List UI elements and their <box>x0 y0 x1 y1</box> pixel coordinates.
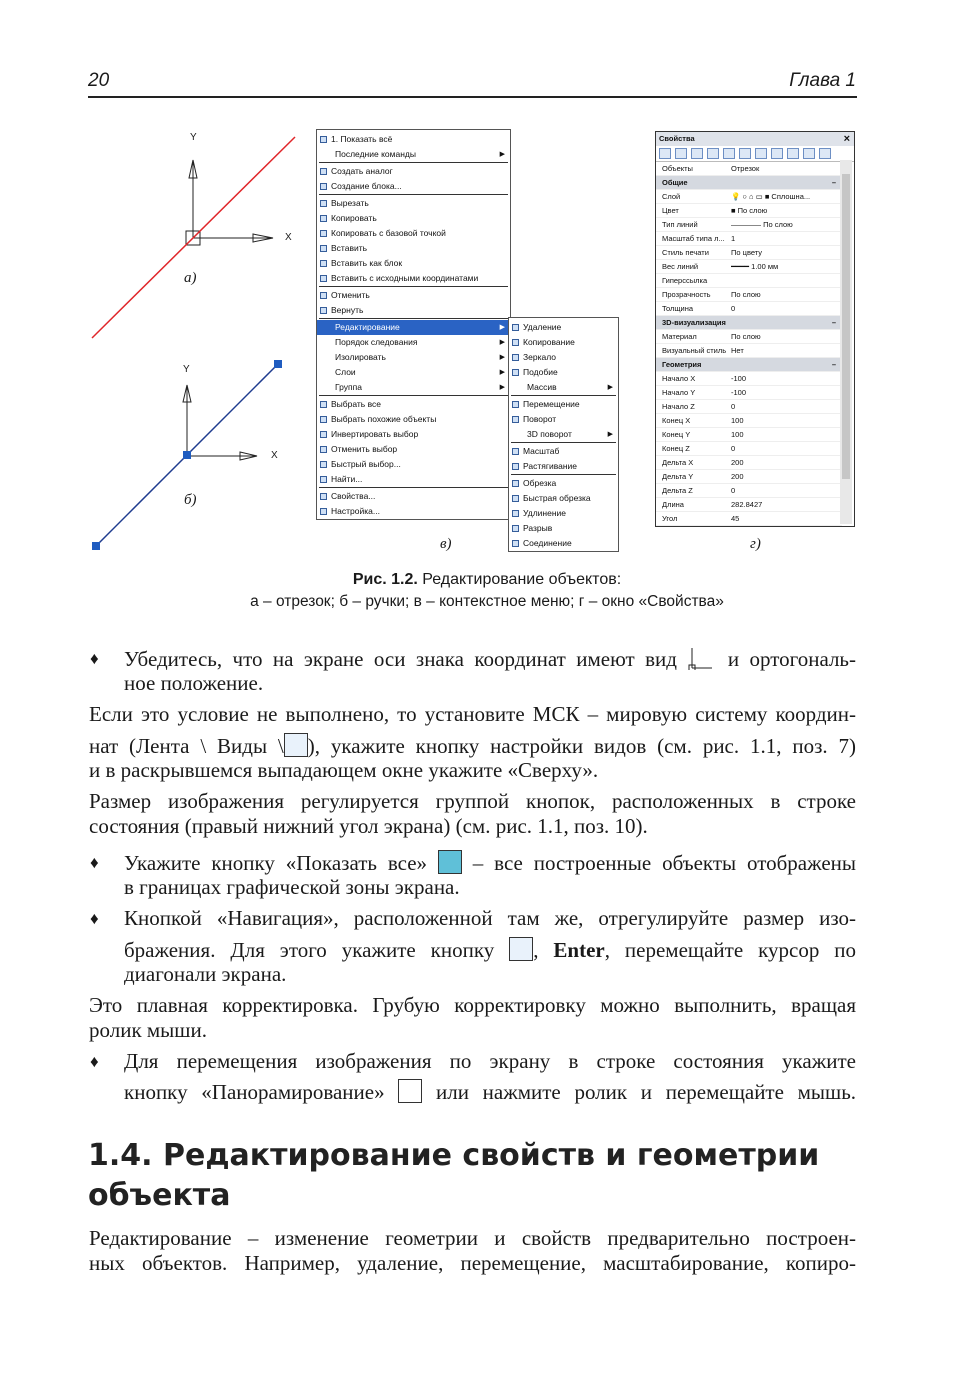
text-line: Убедитесь, что на экране оси знака координат имеют вид и ортогональ- <box>124 647 856 671</box>
menu-item[interactable] <box>317 241 510 256</box>
property-row[interactable] <box>656 414 842 428</box>
move-icon <box>512 401 519 408</box>
menu-item-label: Обрезка <box>523 478 557 488</box>
section-heading: объекта <box>88 1178 231 1213</box>
menu-item-label: Перемещение <box>523 399 580 409</box>
menu-item-label: Настройка... <box>331 506 380 516</box>
ucs-axes-icon <box>687 646 717 670</box>
property-row[interactable] <box>656 162 842 176</box>
property-name: Объекты <box>662 164 693 173</box>
menu-item-label: Создание блока... <box>331 181 402 191</box>
mirror-icon <box>512 354 519 361</box>
property-value[interactable]: 282.8427 <box>731 500 763 509</box>
text-line: и в раскрывшемся выпадающем окне укажите «Сверху». <box>89 758 599 782</box>
property-name: Угол <box>662 514 678 523</box>
submenu-arrow-icon: ▶ <box>499 324 505 331</box>
menu-item-label: Вставить с исходными координатами <box>331 273 479 283</box>
property-row[interactable] <box>656 498 842 512</box>
apply-icon[interactable] <box>771 148 783 159</box>
properties-list <box>656 162 854 526</box>
view-settings-icon <box>284 733 308 757</box>
menu-item[interactable] <box>317 442 510 457</box>
figure-label-g: г) <box>750 536 761 552</box>
x-axis-label: X <box>285 232 292 243</box>
property-row[interactable] <box>656 372 842 386</box>
figure-label-a: а) <box>184 270 197 286</box>
property-name: Начало X <box>662 374 696 383</box>
submenu-arrow-icon: ▶ <box>499 384 505 391</box>
redo-icon <box>320 307 327 314</box>
scale-icon <box>512 448 519 455</box>
property-name: Геометрия <box>662 360 702 369</box>
trim-icon <box>512 480 519 487</box>
menu-item-label: Поворот <box>523 414 557 424</box>
context-menu <box>316 129 511 520</box>
menu-item-label: 1. Показать всё <box>331 134 393 144</box>
text-line: ное положение. <box>124 671 264 695</box>
menu-item-label: Вставить <box>331 243 368 253</box>
menu-item[interactable] <box>509 397 618 412</box>
menu-item[interactable] <box>509 380 618 395</box>
menu-item-label: Создать аналог <box>331 166 393 176</box>
menu-item[interactable] <box>317 211 510 226</box>
menu-item[interactable] <box>317 380 510 395</box>
menu-item[interactable] <box>317 132 510 147</box>
menu-item[interactable] <box>317 335 510 350</box>
property-section[interactable] <box>656 358 842 372</box>
select-window-icon[interactable] <box>707 148 719 159</box>
menu-item-label: Слои <box>335 367 356 377</box>
grip-end[interactable] <box>274 360 282 368</box>
property-name: Тип линий <box>662 220 698 229</box>
property-section[interactable] <box>656 176 842 190</box>
property-name: Материал <box>662 332 697 341</box>
property-value[interactable]: ━━━━ 1.00 мм <box>731 262 779 271</box>
filter-icon[interactable] <box>739 148 751 159</box>
property-row[interactable] <box>656 344 842 358</box>
property-value[interactable]: 200 <box>731 472 744 481</box>
text-line: состояния (правый нижний угол экрана) (см. рис. 1.1, поз. 10). <box>89 814 648 838</box>
property-value[interactable]: По слою <box>731 332 761 341</box>
toggle-pickadd-icon[interactable] <box>723 148 735 159</box>
property-row[interactable] <box>656 246 842 260</box>
property-row[interactable] <box>656 456 842 470</box>
menu-item-label: Порядок следования <box>335 337 418 347</box>
property-value[interactable]: Отрезок <box>731 164 760 173</box>
copy-base-icon <box>320 230 327 237</box>
text-line: Размер изображения регулируется группой кнопок, расположенных в строке <box>89 789 856 813</box>
select-similar-icon <box>320 416 327 423</box>
menu-item-label: Редактирование <box>335 322 400 332</box>
property-row[interactable] <box>656 442 842 456</box>
grip-start[interactable] <box>92 542 100 550</box>
menu-item[interactable] <box>509 506 618 521</box>
paste-block-icon <box>320 260 327 267</box>
property-value[interactable]: 0 <box>731 304 736 313</box>
property-name: Начало Y <box>662 388 696 397</box>
menu-item[interactable] <box>509 521 618 536</box>
properties-panel <box>655 131 855 527</box>
menu-item-label: Отменить выбор <box>331 444 398 454</box>
scrollbar-thumb[interactable] <box>842 174 850 479</box>
close-icon[interactable]: × <box>843 133 850 145</box>
property-value[interactable]: 1 <box>731 234 736 243</box>
menu-item[interactable] <box>317 365 510 380</box>
property-value[interactable]: 0 <box>731 402 736 411</box>
bullet-icon: ♦ <box>90 853 99 872</box>
property-name: Толщина <box>662 304 694 313</box>
property-row[interactable] <box>656 400 842 414</box>
property-row[interactable] <box>656 484 842 498</box>
undo-icon <box>320 292 327 299</box>
collapse-icon[interactable]: – <box>831 178 836 187</box>
menu-item[interactable] <box>317 288 510 303</box>
submenu-arrow-icon: ▶ <box>499 354 505 361</box>
menu-item[interactable] <box>509 536 618 551</box>
invert-selection-icon <box>320 431 327 438</box>
properties-toolbar <box>656 146 854 162</box>
menu-item[interactable] <box>509 365 618 380</box>
header-rule <box>88 96 857 98</box>
menu-item[interactable] <box>317 271 510 286</box>
join-icon <box>512 540 519 547</box>
property-name: Конец Y <box>662 430 691 439</box>
section-heading: 1.4. Редактирование свойств и геометрии <box>88 1138 820 1173</box>
menu-item-label: Копировать <box>331 213 377 223</box>
menu-item-label: Соединение <box>523 538 572 548</box>
menu-item[interactable] <box>317 303 510 318</box>
property-value[interactable]: 0 <box>731 486 736 495</box>
break-icon <box>512 525 519 532</box>
clone-icon <box>320 168 327 175</box>
property-row[interactable] <box>656 274 842 288</box>
text-line: бражения. Для этого укажите кнопку , Enter, перемещайте курсор по <box>124 938 856 962</box>
select-objects-icon[interactable] <box>787 148 799 159</box>
menu-item[interactable] <box>509 491 618 506</box>
chapter-title: Глава 1 <box>789 70 856 91</box>
menu-item[interactable] <box>317 412 510 427</box>
property-name: Конец Z <box>662 444 690 453</box>
help-icon[interactable] <box>819 148 831 159</box>
property-section[interactable] <box>656 316 842 330</box>
property-name: Масштаб типа л... <box>662 234 725 243</box>
property-name: Конец X <box>662 416 691 425</box>
copy-icon <box>320 215 327 222</box>
quick-select-icon[interactable] <box>691 148 703 159</box>
submenu-arrow-icon: ▶ <box>499 339 505 346</box>
editing-submenu <box>508 317 619 552</box>
block-icon <box>320 183 327 190</box>
menu-item[interactable] <box>509 427 618 442</box>
menu-item[interactable] <box>509 412 618 427</box>
text-line: в границах графической зоны экрана. <box>124 875 460 899</box>
text-line: Если это условие не выполнено, то установите МСК – мировую систему координ- <box>89 702 856 726</box>
text-line: ролик мыши. <box>89 1018 207 1042</box>
property-value[interactable]: По слою <box>731 290 761 299</box>
properties-scrollbar[interactable] <box>840 160 852 524</box>
property-name: Начало Z <box>662 402 695 411</box>
caption-number: Рис. 1.2. <box>352 571 418 588</box>
property-row[interactable] <box>656 260 842 274</box>
property-name: Цвет <box>662 206 679 215</box>
pan-hand-icon <box>398 1079 422 1103</box>
figure-caption <box>0 571 974 589</box>
property-row[interactable] <box>656 428 842 442</box>
property-row[interactable] <box>656 204 842 218</box>
menu-item-label: Выбрать похожие объекты <box>331 414 437 424</box>
property-name: Дельта Y <box>662 472 694 481</box>
menu-item[interactable] <box>317 457 510 472</box>
text-line: диагонали экрана. <box>124 962 287 986</box>
menu-item-label: Отменить <box>331 290 370 300</box>
properties-title: Свойства <box>659 134 695 143</box>
property-value[interactable]: -100 <box>731 374 747 383</box>
quick-select-icon <box>320 461 327 468</box>
collapse-icon[interactable]: – <box>831 360 836 369</box>
menu-item[interactable] <box>509 459 618 474</box>
menu-item-label: Подобие <box>523 367 558 377</box>
deselect-icon[interactable] <box>755 148 767 159</box>
erase-icon <box>512 324 519 331</box>
menu-item-label: Группа <box>335 382 362 392</box>
property-row[interactable] <box>656 512 842 526</box>
menu-item[interactable] <box>317 147 510 162</box>
select-all-icon <box>320 401 327 408</box>
navigation-zoom-icon <box>509 937 533 961</box>
text-line: ных объектов. Например, удаление, перемещение, масштабирование, копиро- <box>89 1251 856 1275</box>
submenu-arrow-icon: ▶ <box>607 384 613 391</box>
property-row[interactable] <box>656 218 842 232</box>
property-value[interactable]: По цвету <box>731 248 763 257</box>
property-value[interactable]: 100 <box>731 430 744 439</box>
property-name: Вес линий <box>662 262 699 271</box>
menu-item-label: Массив <box>527 382 557 392</box>
y-axis-label: Y <box>190 132 197 143</box>
paste-icon <box>320 245 327 252</box>
text-line: Укажите кнопку «Показать все» – все построенные объекты отображены <box>124 851 856 875</box>
property-value[interactable]: ———— По слою <box>731 220 793 229</box>
menu-item-label: Масштаб <box>523 446 560 456</box>
menu-item[interactable] <box>317 179 510 194</box>
property-value[interactable]: 45 <box>731 514 740 523</box>
menu-item-label: Растягивание <box>523 461 578 471</box>
menu-item-label: Найти... <box>331 474 363 484</box>
menu-item-label: Изолировать <box>335 352 386 362</box>
menu-item-label: Удлинение <box>523 508 566 518</box>
property-name: Слой <box>662 192 681 201</box>
property-name: Дельта X <box>662 458 694 467</box>
collapse-icon[interactable]: – <box>831 318 836 327</box>
property-name: Прозрачность <box>662 290 711 299</box>
property-name: Длина <box>662 500 684 509</box>
property-row[interactable] <box>656 302 842 316</box>
menu-item-label: Вставить как блок <box>331 258 403 268</box>
properties-title-bar <box>656 132 854 146</box>
menu-item[interactable] <box>317 427 510 442</box>
menu-item-label: 3D поворот <box>527 429 572 439</box>
text-line: Это плавная корректировка. Грубую корректировку можно выполнить, вращая <box>89 993 856 1017</box>
submenu-arrow-icon: ▶ <box>499 369 505 376</box>
figure-a <box>92 137 295 338</box>
property-row[interactable] <box>656 190 842 204</box>
property-value[interactable]: 💡 ○ ⌂ ▭ ■ Сплошна... <box>731 192 811 201</box>
property-name: Стиль печати <box>662 248 709 257</box>
submenu-arrow-icon: ▶ <box>607 431 613 438</box>
text-line: Для перемещения изображения по экрану в строке состояния укажите <box>124 1049 856 1073</box>
menu-item[interactable] <box>317 226 510 241</box>
menu-item[interactable] <box>317 504 510 519</box>
property-name: Визуальный стиль <box>662 346 727 355</box>
segment-figures <box>85 130 315 560</box>
text-line: Редактирование – изменение геометрии и свойств предварительно построен- <box>89 1226 856 1250</box>
caption-title: Редактирование объектов: <box>417 571 622 588</box>
menu-item[interactable] <box>317 164 510 179</box>
property-value[interactable]: 0 <box>731 444 736 453</box>
menu-item-label: Быстрая обрезка <box>523 493 591 503</box>
property-name: Гиперссылка <box>662 276 708 285</box>
property-value[interactable]: ■ По слою <box>731 206 768 215</box>
property-value[interactable]: -100 <box>731 388 747 397</box>
figure-caption-legend: а – отрезок; б – ручки; в – контекстное меню; г – окно «Свойства» <box>250 593 724 610</box>
menu-item[interactable] <box>509 335 618 350</box>
menu-item[interactable] <box>509 320 618 335</box>
menu-item-label: Инвертировать выбор <box>331 429 419 439</box>
bullet-icon: ♦ <box>90 909 99 928</box>
menu-item[interactable] <box>317 256 510 271</box>
text-line: кнопку «Панорамирование» или нажмите ролик и перемещайте мышь. <box>124 1080 856 1104</box>
stretch-icon <box>512 463 519 470</box>
rotate-icon <box>512 416 519 423</box>
property-name: Дельта Z <box>662 486 693 495</box>
quick-trim-icon <box>512 495 519 502</box>
figure-b <box>92 360 282 550</box>
menu-item[interactable] <box>317 489 510 504</box>
property-value[interactable] <box>731 274 842 287</box>
menu-item-label: Зеркало <box>523 352 557 362</box>
menu-item[interactable] <box>317 472 510 487</box>
settings-icon <box>320 508 327 515</box>
select-icon[interactable] <box>675 148 687 159</box>
menu-item[interactable] <box>317 320 510 335</box>
text-line: нат (Лента \ Виды \ ), укажите кнопку настройки видов (см. рис. 1.1, поз. 7) <box>89 734 856 758</box>
menu-item[interactable] <box>509 476 618 491</box>
submenu-arrow-icon: ▶ <box>499 151 505 158</box>
property-name: 3D-визуализация <box>662 318 726 327</box>
find-icon <box>320 476 327 483</box>
grip-mid[interactable] <box>183 451 191 459</box>
menu-item-label: Последние команды <box>335 149 416 159</box>
property-value[interactable]: Нет <box>731 346 744 355</box>
menu-item-label: Свойства... <box>331 491 376 501</box>
text-line: Кнопкой «Навигация», расположенной там же, отрегулируйте размер изо- <box>124 906 856 930</box>
menu-item[interactable] <box>317 196 510 211</box>
properties-icon <box>320 493 327 500</box>
property-value[interactable]: 100 <box>731 416 744 425</box>
property-row[interactable] <box>656 386 842 400</box>
property-row[interactable] <box>656 330 842 344</box>
deselect-icon <box>320 446 327 453</box>
menu-item-label: Вырезать <box>331 198 369 208</box>
menu-item-label: Выбрать все <box>331 399 381 409</box>
bullet-icon: ♦ <box>90 1052 99 1071</box>
menu-item-label: Вернуть <box>331 305 364 315</box>
paste-coords-icon <box>320 275 327 282</box>
menu-item-label: Быстрый выбор... <box>331 459 401 469</box>
menu-item[interactable] <box>317 350 510 365</box>
bullet-icon: ♦ <box>90 649 99 668</box>
menu-item[interactable] <box>317 397 510 412</box>
property-row[interactable] <box>656 470 842 484</box>
extend-icon <box>512 510 519 517</box>
cut-icon <box>320 200 327 207</box>
offset-icon <box>512 369 519 376</box>
menu-item[interactable] <box>509 444 618 459</box>
zoom-extents-icon <box>438 850 462 874</box>
menu-item-label: Разрыв <box>523 523 553 533</box>
menu-item[interactable] <box>509 350 618 365</box>
y-axis-label: Y <box>183 364 190 375</box>
property-value[interactable]: 200 <box>731 458 744 467</box>
add-selection-icon[interactable] <box>659 148 671 159</box>
property-row[interactable] <box>656 288 842 302</box>
menu-item-label: Копирование <box>523 337 575 347</box>
menu-item-label: Удаление <box>523 322 562 332</box>
property-name: Общие <box>662 178 688 187</box>
figure-label-v: в) <box>440 536 452 552</box>
property-row[interactable] <box>656 232 842 246</box>
menu-item-label: Копировать с базовой точкой <box>331 228 446 238</box>
zoom-icon <box>320 136 327 143</box>
page-number: 20 <box>88 70 110 91</box>
remove-icon[interactable] <box>803 148 815 159</box>
copy-icon <box>512 339 519 346</box>
x-axis-label: X <box>271 450 278 461</box>
figure-label-b: б) <box>184 492 197 508</box>
